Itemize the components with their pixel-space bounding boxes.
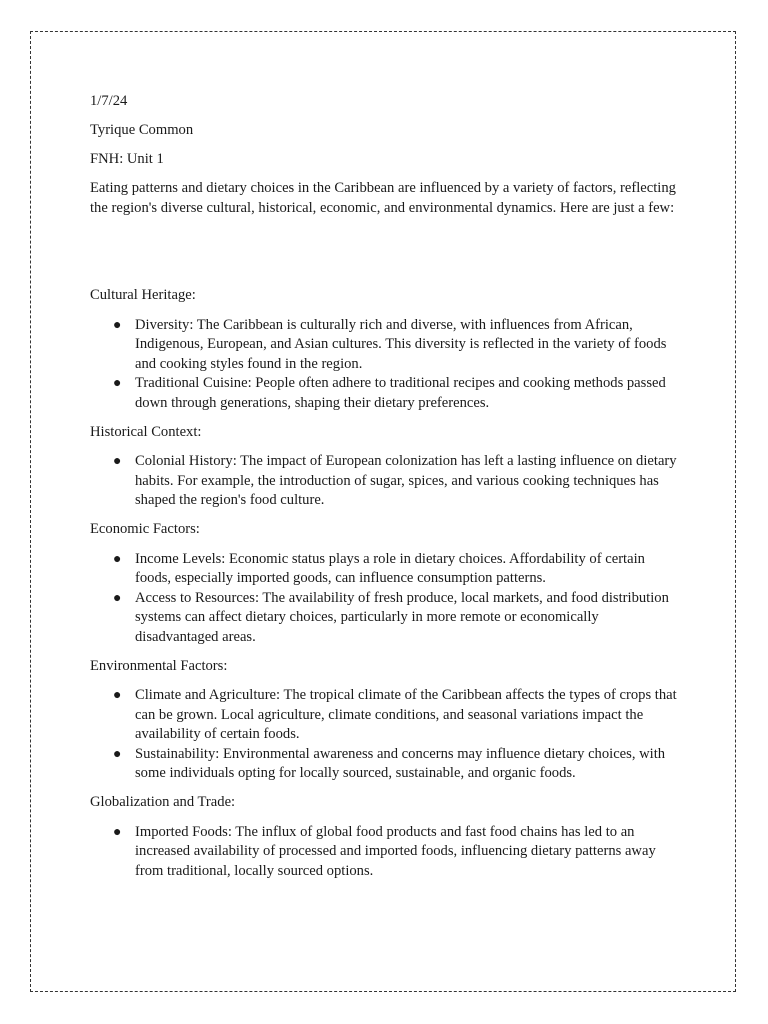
bullet-icon: ●	[113, 590, 122, 606]
bullet-list	[90, 823, 680, 882]
list-item-text: Sustainability: Environmental awareness and concerns may influence dietary choices, with some individuals opting for locally sourced, sustainable, and organic foods.	[135, 745, 666, 781]
section-globalization-and-trade	[90, 793, 680, 881]
list-item	[113, 589, 680, 648]
list-item	[113, 374, 680, 413]
list-item-text: Income Levels: Economic status plays a role in dietary choices. Affordability of certain foods, especially imported goods, can influence consumption patterns.	[135, 550, 645, 586]
section-economic-factors	[90, 520, 680, 647]
bullet-icon: ●	[113, 551, 122, 567]
list-item	[113, 686, 680, 745]
bullet-icon: ●	[113, 746, 122, 762]
section-title: Environmental Factors:	[90, 657, 228, 674]
bullet-list	[90, 550, 680, 648]
document-body	[90, 92, 680, 891]
bullet-list	[90, 686, 680, 784]
course-line: FNH: Unit 1	[90, 151, 164, 167]
section-title: Economic Factors:	[90, 521, 200, 537]
author-line: Tyrique Common	[90, 122, 194, 138]
section-historical-context	[90, 423, 680, 511]
bullet-list	[90, 452, 680, 511]
section-title: Historical Context:	[90, 423, 202, 440]
list-item	[113, 316, 680, 375]
bullet-icon: ●	[113, 317, 122, 333]
intro-paragraph: Eating patterns and dietary choices in the Caribbean are influenced by a variety of factors, reflecting the region's diverse cultural, historical, economic, and environmental dynamics. Here are just a few:	[90, 180, 676, 216]
section-title: Globalization and Trade:	[90, 794, 236, 810]
section-cultural-heritage	[90, 286, 680, 413]
date-line: 1/7/24	[90, 93, 128, 109]
list-item	[113, 452, 680, 511]
list-item	[113, 745, 680, 784]
list-item	[113, 550, 680, 589]
list-item-text: Climate and Agriculture: The tropical climate of the Caribbean affects the types of crops that can be grown. Local agriculture, climate conditions, and seasonal variations impact the availability of certain foods.	[135, 687, 677, 742]
list-item-text: Access to Resources: The availability of fresh produce, local markets, and food distribution systems can affect dietary choices, particularly in more remote or economically disadvantaged areas.	[135, 589, 669, 645]
section-environmental-factors	[90, 657, 680, 784]
list-item-text: Traditional Cuisine: People often adhere to traditional recipes and cooking methods passed down through generations, shaping their dietary preferences.	[135, 375, 666, 411]
blank-space	[90, 218, 680, 286]
bullet-icon: ●	[113, 824, 122, 840]
list-item-text: Colonial History: The impact of European colonization has left a lasting influence on dietary habits. For example, the introduction of sugar, spices, and various cooking techniques has shaped the region's food culture.	[135, 453, 677, 508]
list-item	[113, 823, 680, 882]
bullet-icon: ●	[113, 376, 122, 391]
bullet-icon: ●	[113, 688, 122, 703]
list-item-text: Diversity: The Caribbean is culturally rich and diverse, with influences from African, Indigenous, European, and Asian cultures. This diversity is reflected in the variety of foods and cooking styles found in the region.	[135, 316, 667, 372]
bullet-list	[90, 316, 680, 414]
section-title: Cultural Heritage:	[90, 287, 196, 303]
bullet-icon: ●	[113, 454, 122, 469]
list-item-text: Imported Foods: The influx of global food products and fast food chains has led to an increased availability of processed and imported foods, influencing dietary patterns away from traditional, locally sourced options.	[135, 823, 656, 879]
